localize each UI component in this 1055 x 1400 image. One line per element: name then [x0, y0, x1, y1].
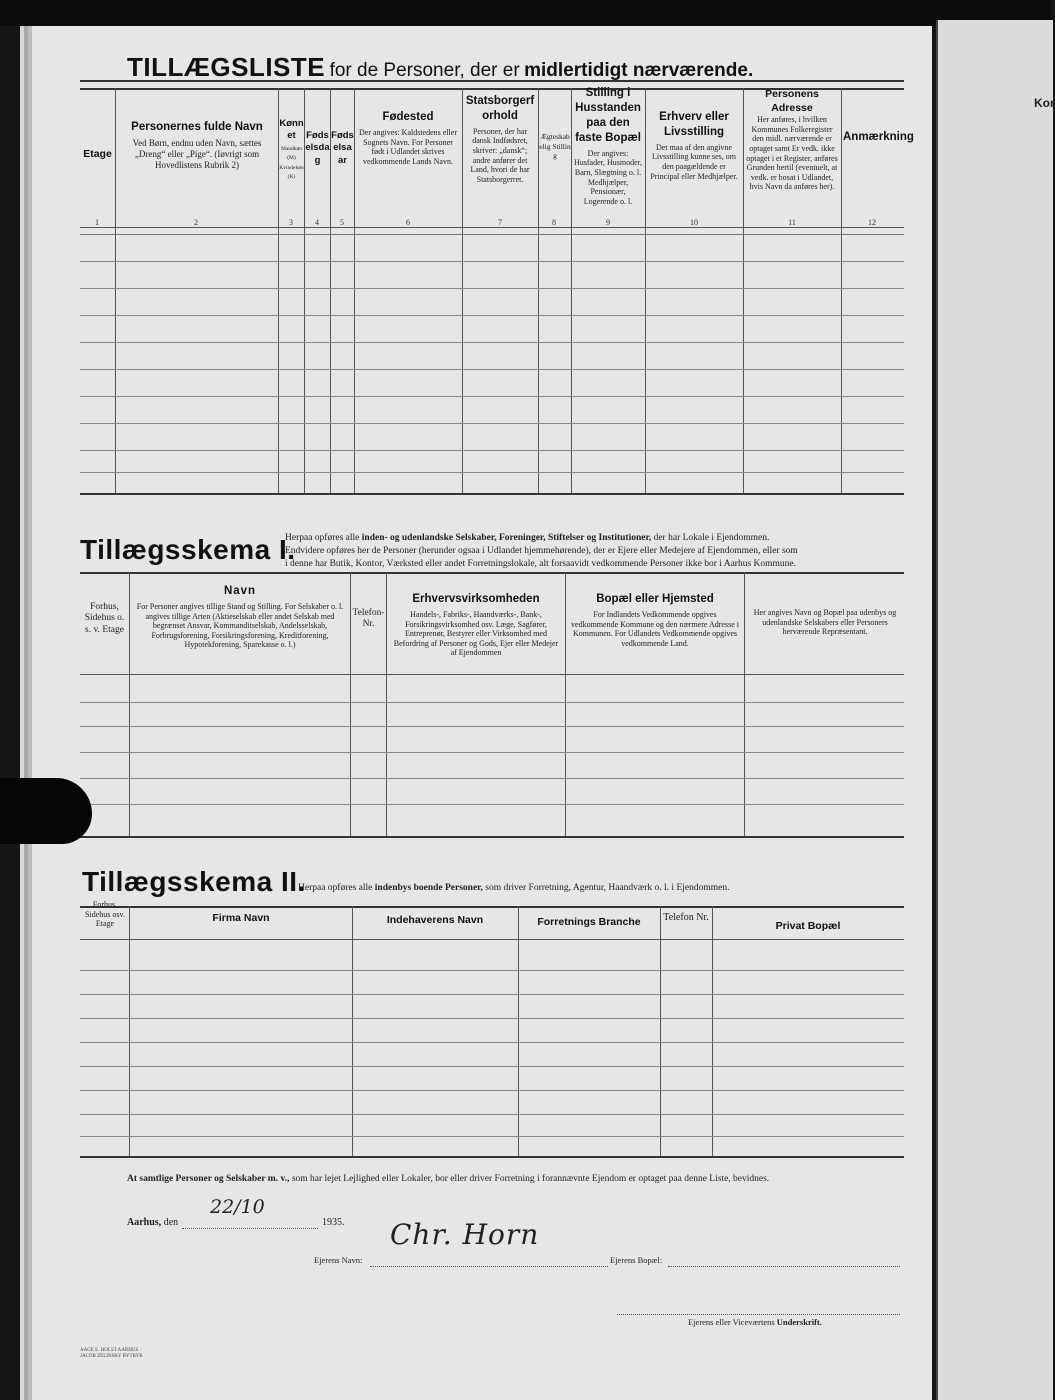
col-number: 11: [788, 218, 796, 227]
col-number: 2: [194, 218, 198, 227]
col-number: 12: [868, 218, 876, 227]
skema2-row-line: [80, 1090, 904, 1091]
list-col-marital: Ægteskabelig Stilling: [539, 132, 571, 161]
list-col-birthday: Fødselsdag: [305, 130, 330, 166]
skema1-row-line: [80, 804, 904, 805]
skema2-row-line: [80, 994, 904, 995]
date-line: Aarhus, den: [127, 1217, 179, 1228]
title-main: TILLÆGSLISTE: [127, 52, 326, 82]
list-row-line: [80, 369, 904, 370]
owner-signature: Chr. Horn: [390, 1218, 540, 1251]
skema2-col-private: Privat Bopæl: [775, 920, 841, 932]
list-col-birthplace: Fødested Der angives: Kaldstedens eller Sognets Navn. For Personer født i Udlandet skrives vedkommende Lands Navn.: [359, 111, 457, 166]
list-col-citizenship: Statsborgerforhold Personer, der har dansk Indfødsret, skriver: „dansk“; andre anfører det Land, hvori de har Statsborgerret.: [465, 95, 535, 184]
list-col-occupation: Erhverv eller Livsstilling Det maa af den angivne Livsstilling kunne ses, om den paagældende er Principal eller Medhjælper.: [650, 111, 738, 181]
skema1-col-residence: Bopæl eller Hjemsted For Indlandets Vedkommende opgives vedkommende Kommune og den nærmere Adresse i Kommunen. For Udlandets Vedkommende opgives vedkommende Land.: [571, 593, 739, 648]
skema1-row-line: [80, 778, 904, 779]
list-top-rule: [80, 80, 904, 82]
skema1-col-sep: [129, 572, 130, 836]
skema1-row-line: [80, 726, 904, 727]
skema2-col-sep: [712, 906, 713, 1156]
list-col-household: Stilling i Husstanden paa den faste Bopæl Der angives: Husfader, Husmoder, Barn, Slægtning o. l. Medhjælper, Pensionær, Logerende o. l.: [573, 87, 642, 206]
adjacent-page-text: Kor: [1034, 96, 1055, 110]
col-number: 3: [289, 218, 293, 227]
skema2-row-line: [80, 1136, 904, 1137]
scan-top-border: [0, 0, 1051, 26]
printer-mark: AAGE E. HOLST AARHUS · JACOB ZELINSKY BYTRYK: [80, 1348, 143, 1359]
list-col-sep: [841, 88, 842, 493]
underskrift-line: [617, 1314, 900, 1315]
skema2-row-line: [80, 1066, 904, 1067]
skema2-top-rule: [80, 906, 904, 908]
list-row-line: [80, 450, 904, 451]
col-number: 7: [498, 218, 502, 227]
list-bottom-rule: [80, 493, 904, 495]
list-row-line: [80, 342, 904, 343]
skema2-col-sep: [352, 906, 353, 1156]
col-number: 1: [95, 218, 99, 227]
skema2-col-owner: Indehaverens Navn: [386, 914, 484, 926]
skema2-col-phone: Telefon Nr.: [663, 912, 709, 923]
skema1-bottom-rule: [80, 836, 904, 838]
skema1-row-line: [80, 702, 904, 703]
skema1-col-sep: [386, 572, 387, 836]
skema2-col-firm: Firma Navn: [212, 912, 270, 924]
owner-address-label: Ejerens Bopæl:: [610, 1255, 663, 1265]
skema1-col-sep: [565, 572, 566, 836]
list-col-etage: Etage: [83, 148, 112, 160]
skema2-header-bottom: [80, 939, 904, 940]
list-row-line: [80, 423, 904, 424]
handwritten-date: 22/10: [210, 1196, 265, 1218]
underskrift-label: Ejerens eller Viceværtens Underskrift.: [688, 1317, 822, 1327]
col-number: 6: [406, 218, 410, 227]
list-col-sep: [571, 88, 572, 493]
list-row-line: [80, 315, 904, 316]
skema1-col-business: Erhvervsvirksomheden Handels-, Fabriks-, Haandværks-, Bank-, Forsikringsvirksomhed osv. Læge, Sagfører, Entreprenør, Bestyrer eller Virksomhed med Befordring af Personer og Gods, Ejer eller Medejer af Ejendommen: [393, 593, 559, 658]
skema2-bottom-rule: [80, 1156, 904, 1158]
skema1-col-sep: [744, 572, 745, 836]
list-header-bottom-rule: [80, 227, 904, 228]
skema2-col-sep: [660, 906, 661, 1156]
skema2-row-line: [80, 1114, 904, 1115]
list-col-birthyear: Fødselsaar: [331, 130, 354, 166]
skema1-col-etage: Forhus, Sidehus o. s. v. Etage: [84, 602, 125, 635]
list-col-sep: [743, 88, 744, 493]
col-number: 10: [690, 218, 698, 227]
declaration-text: At samtlige Personer og Selskaber m. v., som har lejet Lejlighed eller Lokaler, bor eller driver Forretning i forannævnte Ejendom er optaget paa denne Liste, bevidnes.: [127, 1174, 770, 1184]
col-number: 5: [340, 218, 344, 227]
skema2-col-sep: [518, 906, 519, 1156]
title-rest: for de Personer, der er: [329, 60, 520, 81]
form-page: [32, 26, 932, 1400]
skema2-col-etage: Forhus, Sidehus osv. Etage: [85, 900, 125, 929]
adjacent-page: [936, 20, 1053, 1400]
list-col-sep: [115, 88, 116, 493]
owner-address-line: [668, 1266, 900, 1267]
owner-name-label: Ejerens Navn:: [314, 1255, 363, 1265]
list-col-remarks: Anmærkning: [843, 131, 914, 143]
list-col-sep: [645, 88, 646, 493]
list-col-sex: Kønnet Mandkøn (M) Kvindekøn (K): [279, 118, 304, 181]
list-row-line: [80, 396, 904, 397]
date-dotted-line: [182, 1228, 318, 1229]
skema1-title: Tillægsskema I.: [80, 534, 296, 565]
title-end: midlertidigt nærværende.: [524, 60, 754, 81]
skema1-header-bottom: [80, 674, 904, 675]
list-col-sep: [354, 88, 355, 493]
col-number: 8: [552, 218, 556, 227]
thumb-shadow: [0, 778, 92, 844]
skema1-row-line: [80, 752, 904, 753]
skema1-col-name: Navn For Personer angives tillige Stand og Stilling. For Selskaber o. l. angives tillige Arten (Aktieselskab eller andet Selskab med begrænset Ansvar, Kommanditselskab, Andelsselskab, Forbrugsforening, Forsikringsforening, Kreditforening, Hypotekforening, Sparekasse o. l.): [136, 585, 344, 650]
skema2-intro: Herpaa opføres alle indenbys boende Personer, som driver Forretning, Agentur, Haandværk o. l. i Ejendommen.: [298, 883, 730, 893]
list-row-line: [80, 472, 904, 473]
skema2-row-line: [80, 1018, 904, 1019]
list-col-address: Personens Adresse Her anføres, i hvilken Kommunes Folkeregister den midl. nærværende er optaget samt Er vedk. ikke optaget i et Register, anføres Grunden hertil (eventuelt, at vedk. er bosat i Udlandet, hvis Navn da anføres her).: [746, 88, 838, 192]
col-number: 9: [606, 218, 610, 227]
list-row-line: [80, 261, 904, 262]
skema2-col-sep: [129, 906, 130, 1156]
form-title: [127, 52, 753, 83]
list-row-line: [80, 288, 904, 289]
skema1-top-rule: [80, 572, 904, 574]
skema2-row-line: [80, 1042, 904, 1043]
skema2-row-line: [80, 970, 904, 971]
owner-name-line: [370, 1266, 608, 1267]
col-number: 4: [315, 218, 319, 227]
list-col-sep: [462, 88, 463, 493]
skema2-col-branch: Forretnings Branche: [537, 916, 641, 928]
skema1-col-representative: Her angives Navn og Bopæl paa udenbys og udenlandske Selskabers eller Personers herværende Repræsentant.: [753, 608, 897, 637]
date-year: 1935.: [322, 1217, 345, 1228]
skema1-intro: Herpaa opføres alle inden- og udenlandske Selskaber, Foreninger, Stiftelser og Institutioner, der har Lokale i Ejendommen. Endvidere opføres her de Personer (herunder ogsaa i Udlandet hjemmehørende), der er Ejere eller Medejere af Ejendommen, eller som i denne har Butik, Kontor, Værksted eller andet Forretningslokale, alt forsaavidt vedkommende Personer ikke bor i Aarhus Kommune.: [285, 533, 798, 569]
list-row-line: [80, 234, 904, 235]
skema1-col-phone: Telefon-Nr.: [352, 608, 385, 630]
list-col-name: Personernes fulde Navn Ved Børn, endnu uden Navn, sættes „Dreng“ eller „Pige“. (Iøvrigt som Hovedlistens Rubrik 2): [131, 121, 263, 170]
skema2-title: Tillægsskema II.: [82, 866, 306, 897]
